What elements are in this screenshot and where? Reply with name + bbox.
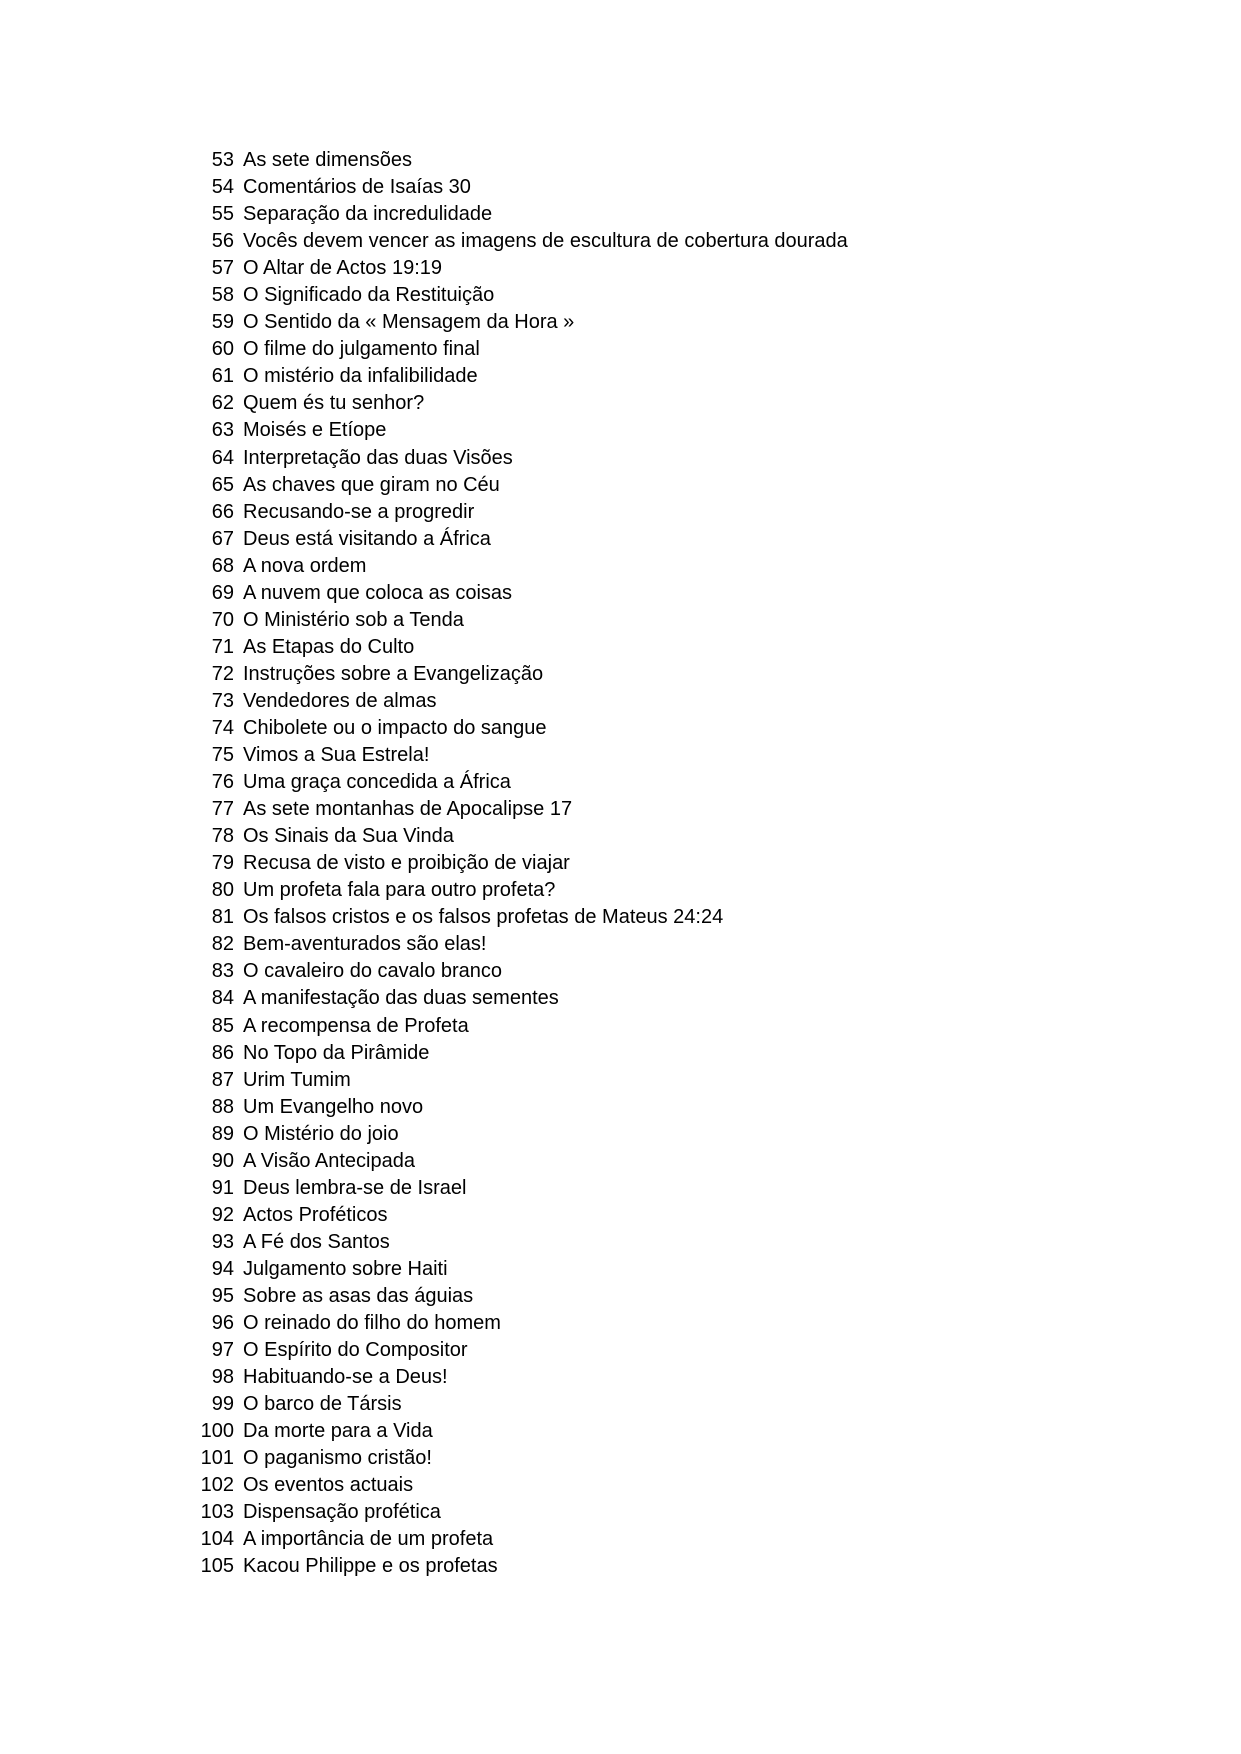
item-number: 59 — [211, 311, 234, 334]
list-item — [185, 1472, 848, 1499]
item-number: 68 — [211, 554, 234, 577]
item-title: A Visão Antecipada — [243, 1149, 415, 1172]
item-title: Vocês devem vencer as imagens de escultura de cobertura dourada — [243, 230, 848, 253]
list-item — [185, 931, 848, 958]
item-title: A nova ordem — [243, 554, 367, 577]
item-number: 88 — [211, 1095, 234, 1118]
list-item — [185, 634, 848, 661]
item-number: 102 — [200, 1474, 234, 1497]
item-title: O barco de Társis — [243, 1393, 402, 1416]
list-item — [185, 688, 848, 715]
item-number: 103 — [200, 1501, 234, 1524]
item-number: 82 — [211, 933, 234, 956]
list-item — [185, 1364, 848, 1391]
item-title: Uma graça concedida a África — [243, 771, 511, 794]
list-item — [185, 445, 848, 472]
item-title: Sobre as asas das águias — [243, 1284, 474, 1307]
list-item — [185, 607, 848, 634]
list-item — [185, 1553, 848, 1580]
item-title: O Espírito do Compositor — [243, 1339, 468, 1362]
list-item — [185, 1121, 848, 1148]
item-number: 78 — [211, 825, 234, 848]
list-item — [185, 499, 848, 526]
item-number: 57 — [211, 257, 234, 280]
list-item — [185, 1040, 848, 1067]
list-item — [185, 796, 848, 823]
item-title: Separação da incredulidade — [243, 203, 493, 226]
item-number: 95 — [211, 1284, 234, 1307]
item-number: 101 — [200, 1447, 234, 1470]
list-item — [185, 1175, 848, 1202]
item-number: 69 — [211, 581, 234, 604]
item-title: Instruções sobre a Evangelização — [243, 662, 544, 685]
item-number: 98 — [211, 1366, 234, 1389]
list-item — [185, 147, 848, 174]
list-item — [185, 985, 848, 1012]
item-title: Um profeta fala para outro profeta? — [243, 879, 556, 902]
item-number: 67 — [211, 527, 234, 550]
list-item — [185, 1283, 848, 1310]
item-number: 53 — [211, 149, 234, 171]
item-title: As chaves que giram no Céu — [243, 473, 500, 496]
item-number: 90 — [211, 1149, 234, 1172]
list-item — [185, 363, 848, 390]
item-number: 74 — [211, 716, 234, 739]
list-item — [185, 1148, 848, 1175]
item-number: 63 — [211, 419, 234, 442]
list-item — [185, 823, 848, 850]
item-number: 70 — [211, 608, 234, 631]
list-item — [185, 904, 848, 931]
item-number: 104 — [200, 1528, 234, 1551]
list-item — [185, 1202, 848, 1229]
list-item — [185, 417, 848, 444]
item-number: 96 — [211, 1312, 234, 1335]
item-title: Recusa de visto e proibição de viajar — [243, 852, 570, 875]
item-number: 92 — [211, 1203, 234, 1226]
item-number: 55 — [211, 203, 234, 226]
item-title: Bem-aventurados são elas! — [243, 933, 487, 956]
item-title: Dispensação profética — [243, 1501, 441, 1524]
item-number: 87 — [211, 1068, 234, 1091]
list-item — [185, 255, 848, 282]
item-title: Os falsos cristos e os falsos profetas de Mateus 24:24 — [243, 906, 724, 929]
item-number: 54 — [211, 176, 234, 199]
item-number: 84 — [211, 987, 234, 1010]
item-number: 93 — [211, 1230, 234, 1253]
item-number: 62 — [211, 392, 234, 415]
item-number: 79 — [211, 852, 234, 875]
list-item — [185, 715, 848, 742]
list-item — [185, 1391, 848, 1418]
list-item — [185, 282, 848, 309]
item-title: As Etapas do Culto — [243, 635, 415, 658]
list-item — [185, 1418, 848, 1445]
item-number: 105 — [200, 1555, 234, 1578]
list-item — [185, 1499, 848, 1526]
item-title: Da morte para a Vida — [243, 1420, 433, 1443]
item-number: 76 — [211, 771, 234, 794]
item-title: Deus lembra-se de Israel — [243, 1176, 467, 1199]
numbered-title-list — [185, 147, 848, 1580]
item-title: O Mistério do joio — [243, 1122, 399, 1145]
item-title: Um Evangelho novo — [243, 1095, 424, 1118]
item-title: Interpretação das duas Visões — [243, 446, 513, 469]
list-item — [185, 769, 848, 796]
item-number: 56 — [211, 230, 234, 253]
list-item — [185, 1256, 848, 1283]
item-number: 71 — [211, 635, 234, 658]
item-title: No Topo da Pirâmide — [243, 1041, 430, 1064]
item-number: 66 — [211, 500, 234, 523]
item-number: 97 — [211, 1339, 234, 1362]
item-title: A importância de um profeta — [243, 1528, 494, 1551]
item-number: 85 — [211, 1014, 234, 1037]
list-item — [185, 1229, 848, 1256]
item-title: A Fé dos Santos — [243, 1230, 390, 1253]
item-title: Urim Tumim — [243, 1068, 351, 1091]
list-item — [185, 1067, 848, 1094]
item-number: 89 — [211, 1122, 234, 1145]
item-title: As sete dimensões — [243, 149, 412, 171]
item-title: A nuvem que coloca as coisas — [243, 581, 513, 604]
item-number: 99 — [211, 1393, 234, 1416]
item-title: O Sentido da « Mensagem da Hora » — [243, 311, 575, 334]
item-number: 77 — [211, 798, 234, 821]
item-number: 75 — [211, 744, 234, 767]
item-title: Moisés e Etíope — [243, 419, 387, 442]
item-title: O mistério da infalibilidade — [243, 365, 478, 388]
item-number: 81 — [211, 906, 234, 929]
item-title: Deus está visitando a África — [243, 527, 491, 550]
item-title: Os Sinais da Sua Vinda — [243, 825, 454, 848]
list-item — [185, 309, 848, 336]
item-title: Quem és tu senhor? — [243, 392, 425, 415]
list-item — [185, 1013, 848, 1040]
item-title: Chibolete ou o impacto do sangue — [243, 716, 547, 739]
item-title: Os eventos actuais — [243, 1474, 414, 1497]
list-item — [185, 580, 848, 607]
list-item — [185, 336, 848, 363]
item-number: 58 — [211, 284, 234, 307]
list-item — [185, 1310, 848, 1337]
item-title: Habituando-se a Deus! — [243, 1366, 448, 1389]
item-title: O reinado do filho do homem — [243, 1312, 501, 1335]
item-title: O Ministério sob a Tenda — [243, 608, 464, 631]
list-item — [185, 201, 848, 228]
item-title: O cavaleiro do cavalo branco — [243, 960, 503, 983]
item-title: O Altar de Actos 19:19 — [243, 257, 443, 280]
item-title: Kacou Philippe e os profetas — [243, 1555, 498, 1578]
list-item — [185, 1526, 848, 1553]
item-number: 83 — [211, 960, 234, 983]
item-number: 80 — [211, 879, 234, 902]
item-number: 91 — [211, 1176, 234, 1199]
list-item — [185, 472, 848, 499]
item-title: O filme do julgamento final — [243, 338, 480, 361]
item-title: Recusando-se a progredir — [243, 500, 475, 523]
item-title: O Significado da Restituição — [243, 284, 495, 307]
list-item — [185, 553, 848, 580]
list-item — [185, 850, 848, 877]
item-title: As sete montanhas de Apocalipse 17 — [243, 798, 573, 821]
item-number: 65 — [211, 473, 234, 496]
item-title: Vimos a Sua Estrela! — [243, 744, 430, 767]
item-number: 60 — [211, 338, 234, 361]
item-number: 94 — [211, 1257, 234, 1280]
list-item — [185, 1094, 848, 1121]
list-item — [185, 742, 848, 769]
list-item — [185, 174, 848, 201]
item-title: O paganismo cristão! — [243, 1447, 432, 1470]
item-number: 100 — [200, 1420, 234, 1443]
item-title: Actos Proféticos — [243, 1203, 388, 1226]
list-item — [185, 958, 848, 985]
list-item — [185, 877, 848, 904]
item-number: 64 — [211, 446, 234, 469]
item-title: A recompensa de Profeta — [243, 1014, 469, 1037]
item-title: A manifestação das duas sementes — [243, 987, 559, 1010]
item-number: 86 — [211, 1041, 234, 1064]
item-number: 72 — [211, 662, 234, 685]
item-title: Comentários de Isaías 30 — [243, 176, 471, 199]
list-item — [185, 1337, 848, 1364]
list-item — [185, 526, 848, 553]
item-title: Vendedores de almas — [243, 689, 437, 712]
list-item — [185, 1445, 848, 1472]
item-number: 61 — [211, 365, 234, 388]
list-item — [185, 661, 848, 688]
item-title: Julgamento sobre Haiti — [243, 1257, 448, 1280]
item-number: 73 — [211, 689, 234, 712]
list-item — [185, 390, 848, 417]
list-item — [185, 228, 848, 255]
